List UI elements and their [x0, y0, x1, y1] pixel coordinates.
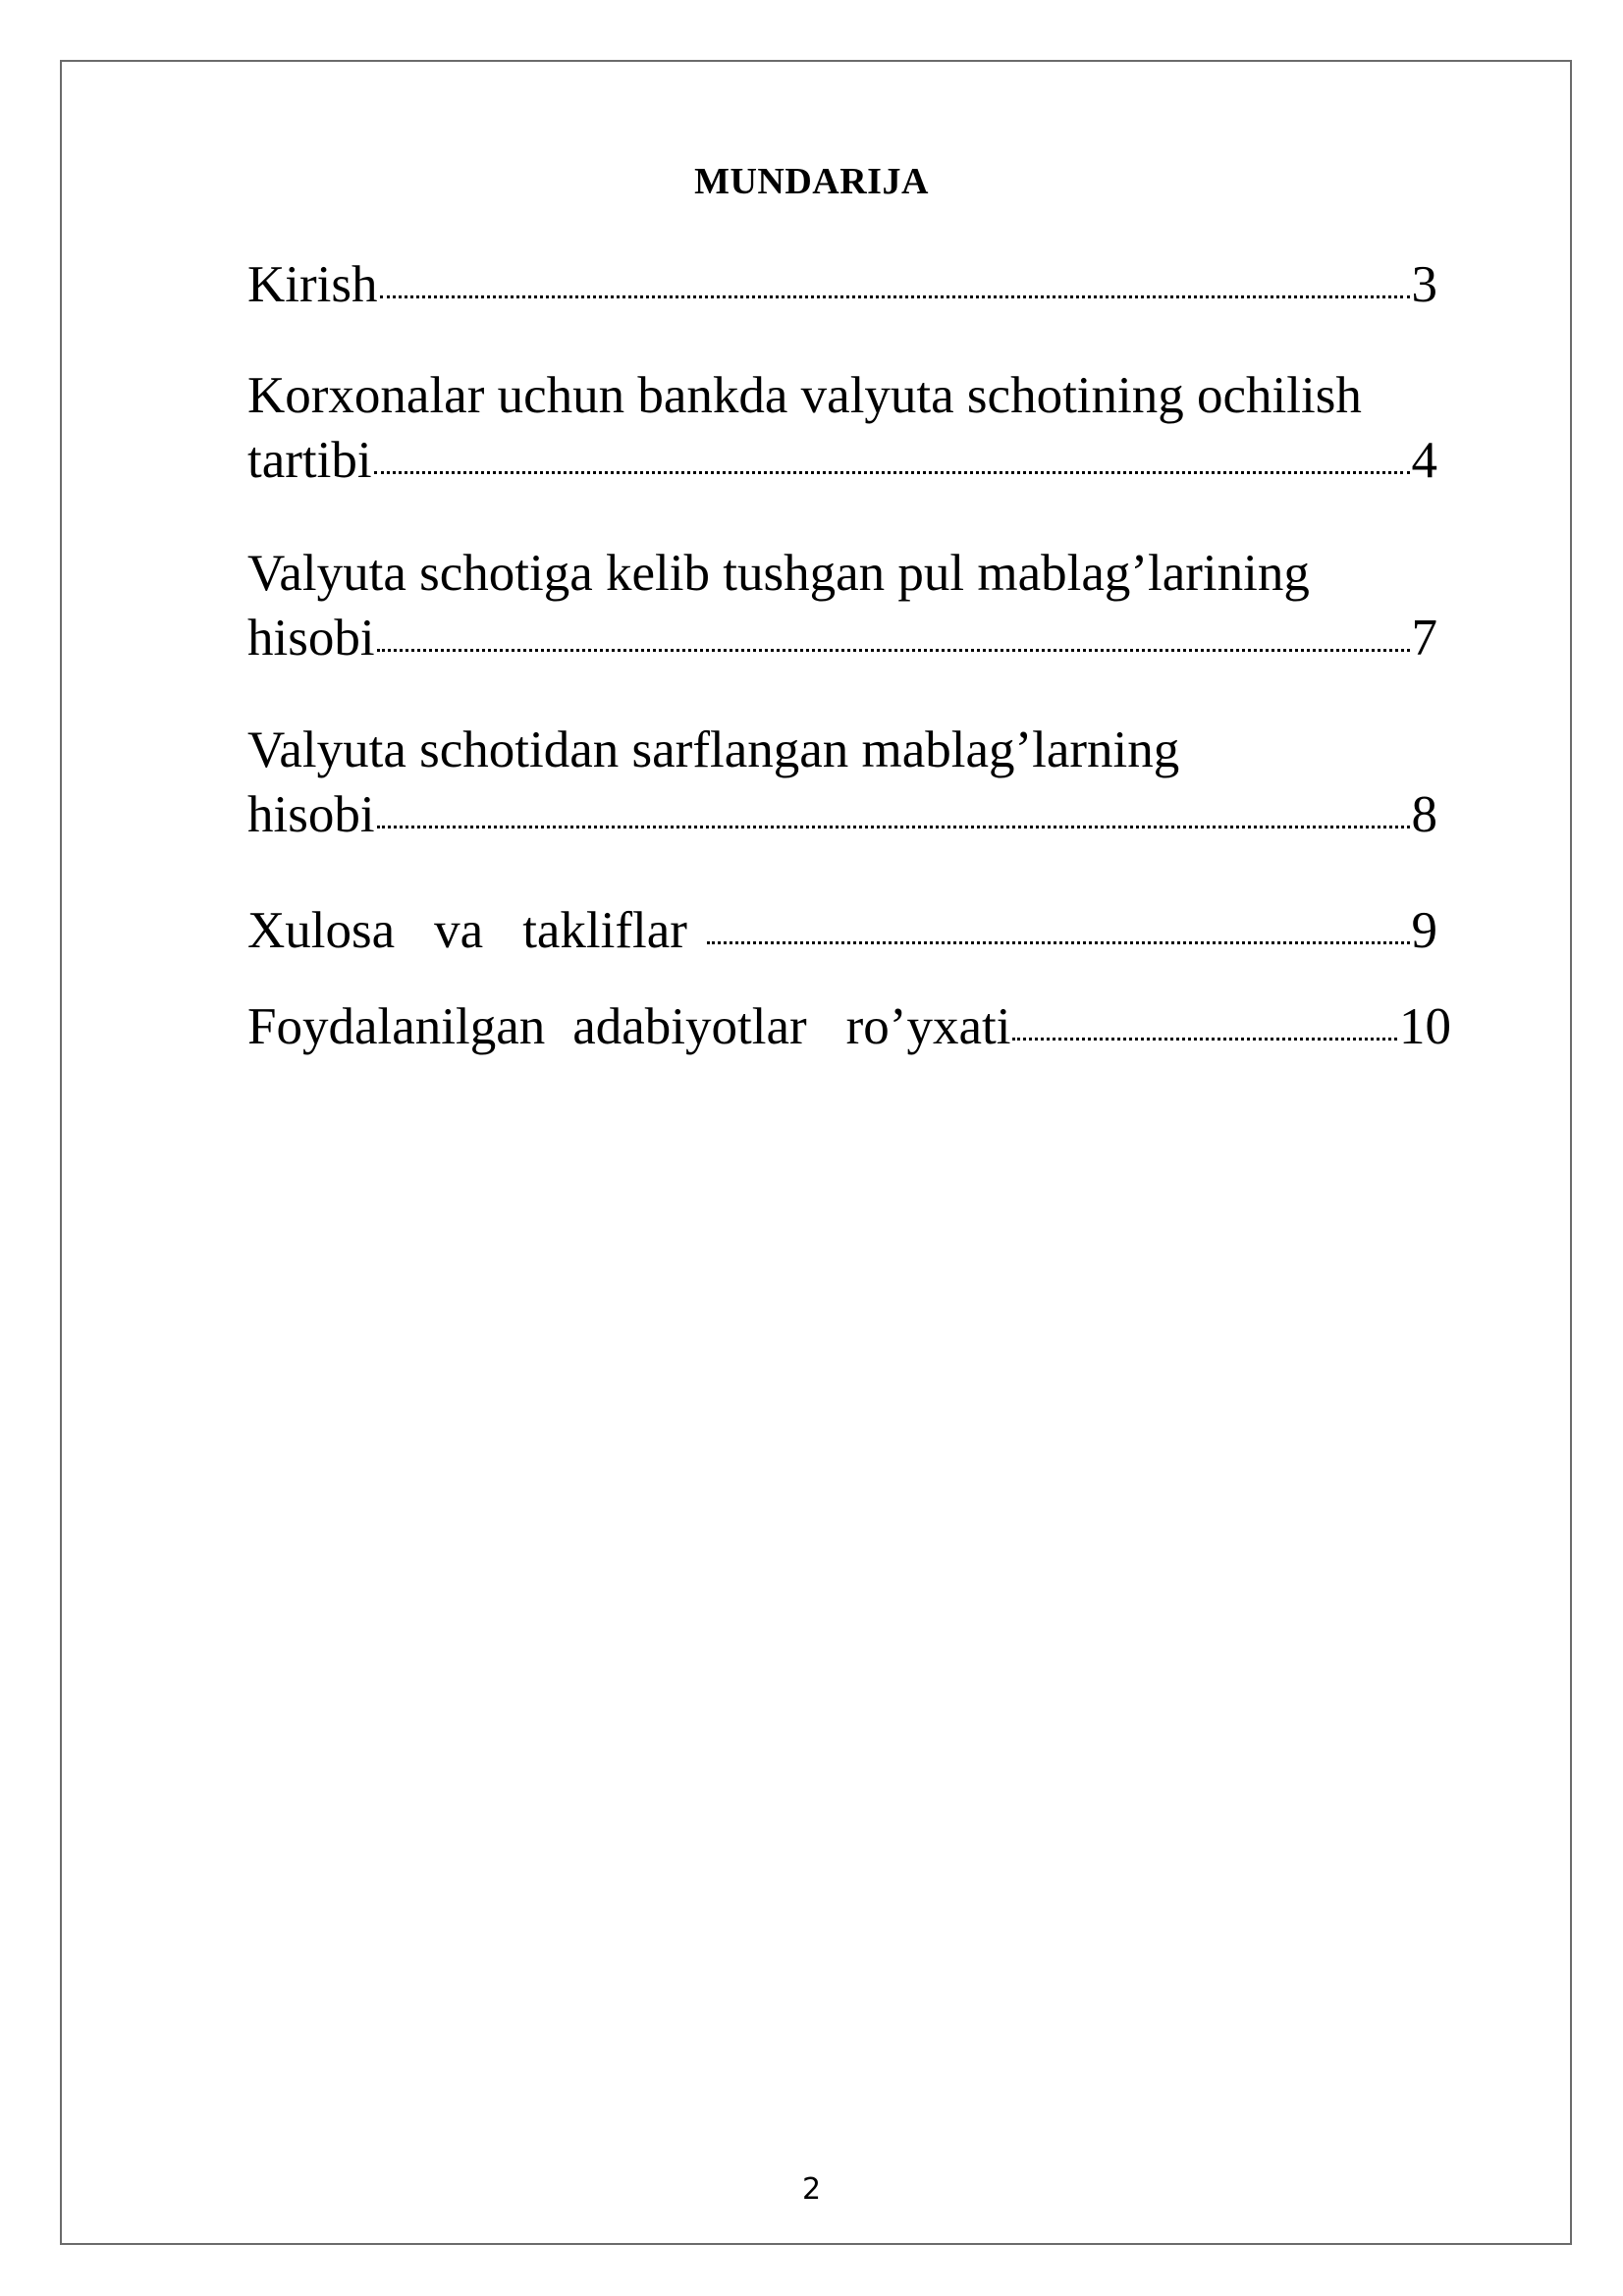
- toc-word: takliflar: [522, 902, 687, 959]
- dot-leader: [374, 471, 1410, 474]
- page-number: 2: [801, 2172, 822, 2207]
- toc-page-number: 7: [1411, 610, 1437, 667]
- toc-page-number: 10: [1399, 998, 1451, 1055]
- toc-entry-title-line2: hisobi: [247, 610, 375, 667]
- toc-word: va: [434, 902, 484, 959]
- toc-entry-sarflangan[interactable]: [247, 718, 1437, 847]
- toc-entry-title-line2: hisobi: [247, 786, 375, 843]
- toc-word: Foydalanilgan: [247, 998, 546, 1055]
- dot-leader: [707, 941, 1410, 944]
- dot-leader: [377, 649, 1410, 652]
- toc-entry-title-line1: Valyuta schotiga kelib tushgan pul mablag’larining: [247, 545, 1310, 602]
- toc-page-number: 8: [1411, 786, 1437, 843]
- toc-page-number: 4: [1411, 432, 1437, 489]
- toc-entry-title: [247, 994, 1010, 1059]
- toc-entry-title-line1: Valyuta schotidan sarflangan mablag’larning: [247, 721, 1180, 778]
- toc-word: ro’yxati: [845, 998, 1011, 1055]
- toc-entry-title-line1: Korxonalar uchun bankda valyuta schotining ochilish: [247, 367, 1362, 424]
- toc-entry-valyuta-schoti-ochilish[interactable]: [247, 363, 1437, 493]
- toc-word: Xulosa: [247, 902, 396, 959]
- dot-leader: [377, 826, 1410, 828]
- toc-entry-kelib-tushgan[interactable]: [247, 541, 1437, 670]
- toc-entry-title-line2: tartibi: [247, 432, 372, 489]
- toc-page-number: 3: [1411, 256, 1437, 313]
- toc-word: adabiyotlar: [572, 998, 807, 1055]
- toc-entry-kirish[interactable]: [247, 252, 1437, 317]
- dot-leader: [380, 295, 1410, 298]
- toc-entry-title: [247, 898, 687, 963]
- toc-page-number: 9: [1411, 902, 1437, 959]
- toc-title: MUNDARIJA: [694, 161, 929, 202]
- toc-entry-title: Kirish: [247, 256, 378, 313]
- toc-entry-adabiyotlar[interactable]: [247, 994, 1451, 1059]
- dot-leader: [1012, 1038, 1397, 1041]
- toc-entry-xulosa[interactable]: [247, 898, 1437, 963]
